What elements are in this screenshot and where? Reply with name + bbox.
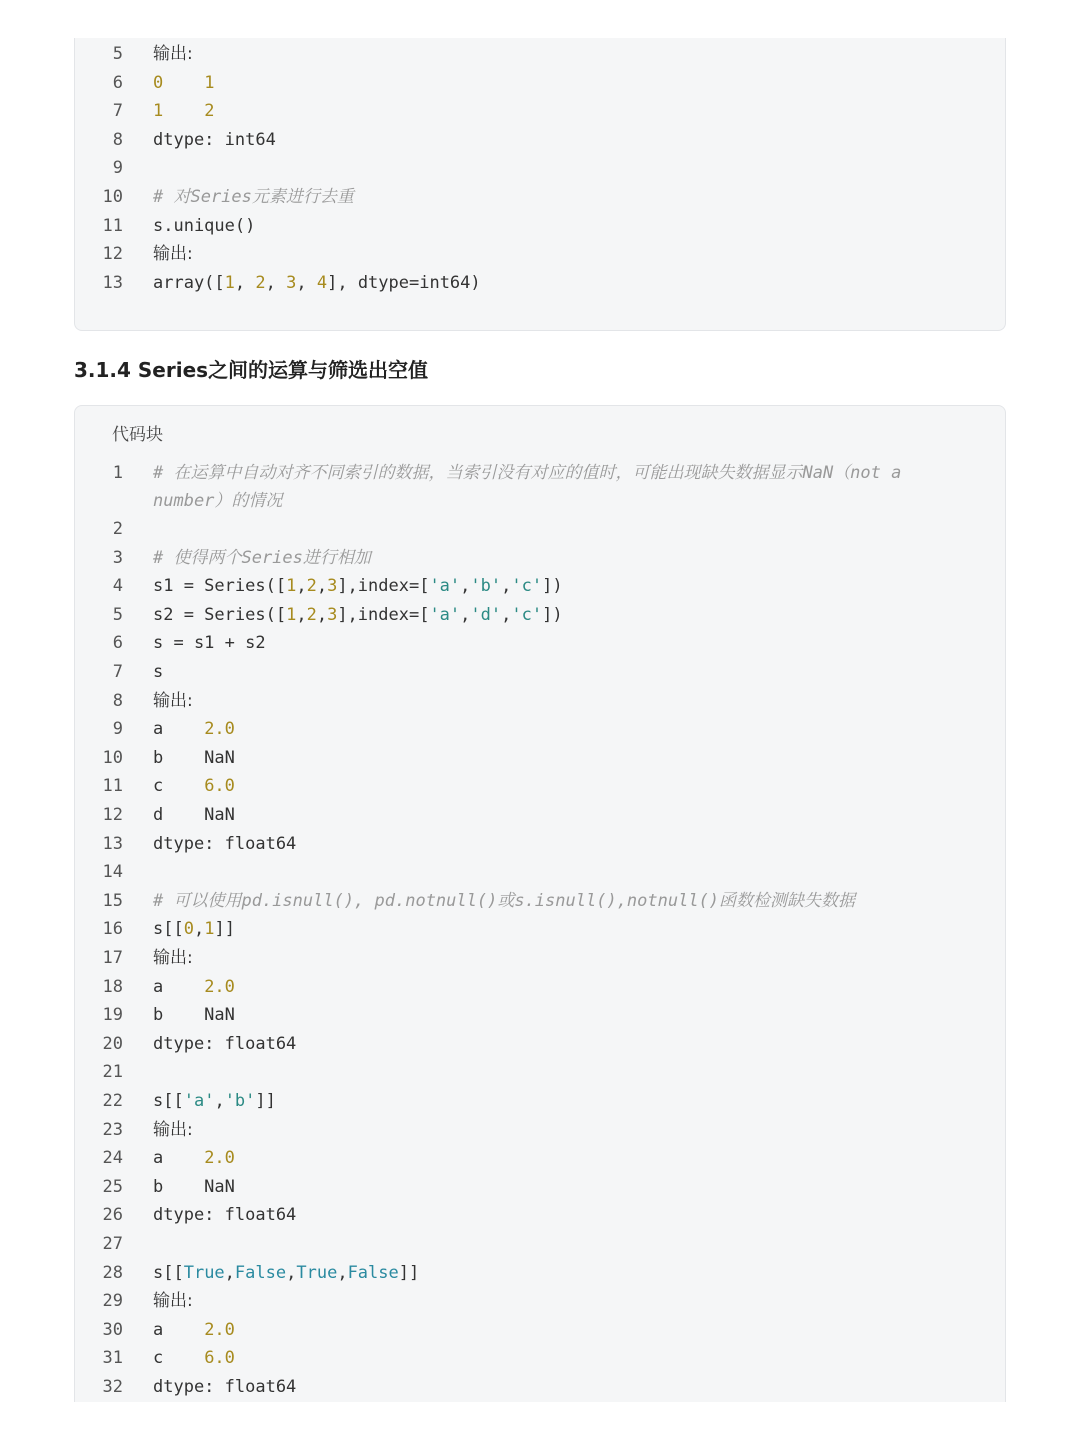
- code-text: [153, 40, 193, 68]
- code-text: [153, 1030, 296, 1058]
- line-number: 22: [102, 1091, 123, 1111]
- code-token: 0: [183, 919, 194, 940]
- code-token: [163, 73, 204, 93]
- code-token: 1: [286, 576, 297, 597]
- code-token: s.unique(): [153, 215, 256, 236]
- code-text: [153, 601, 563, 629]
- line-number: 11: [102, 215, 123, 236]
- code-token: 输出:: [153, 244, 193, 265]
- line-number: 12: [102, 244, 123, 265]
- code-token: 'd': [470, 604, 502, 625]
- code-token: ,: [296, 576, 307, 597]
- code-token: 2.0: [204, 1319, 235, 1340]
- code-token: b NaN: [153, 747, 235, 768]
- code-token: # 使得两个Series进行相加: [153, 547, 371, 568]
- code-token: dtype: float64: [153, 1205, 297, 1226]
- code-token: s: [153, 662, 164, 682]
- code-token: dtype: float64: [153, 833, 297, 854]
- line-number: 14: [102, 862, 123, 883]
- code-text: [153, 1259, 419, 1287]
- line-number: 26: [102, 1205, 123, 1226]
- code-token: 1: [286, 604, 297, 625]
- code-token: 'b': [224, 1091, 256, 1111]
- code-text: [153, 69, 214, 97]
- code-token: ,: [296, 604, 307, 625]
- code-token: b NaN: [153, 1005, 235, 1026]
- code-token: ], dtype=int64): [327, 272, 481, 293]
- code-token: ,: [193, 919, 205, 940]
- line-number: 15: [102, 890, 123, 911]
- line-number: 6: [112, 72, 123, 93]
- line-number: 4: [112, 576, 123, 597]
- code-text: [153, 1087, 276, 1115]
- line-number: 32: [102, 1377, 123, 1397]
- code-token: ]]: [398, 1262, 420, 1283]
- code-token: 2: [306, 604, 317, 625]
- code-token: ,: [234, 272, 256, 293]
- code-token: ],index=[: [337, 604, 430, 625]
- line-number: 13: [102, 272, 123, 293]
- code-token: 'c': [511, 604, 543, 625]
- code-token: 输出:: [153, 44, 193, 64]
- code-text: [153, 944, 193, 972]
- code-text: [153, 1201, 296, 1229]
- line-number: 10: [102, 747, 123, 768]
- section-heading: 3.1.4 Series之间的运算与筛选出空值: [74, 358, 429, 382]
- code-text: [153, 915, 235, 943]
- code-token: 2: [204, 101, 215, 122]
- line-number: 17: [102, 948, 123, 968]
- line-number: 25: [102, 1176, 123, 1197]
- code-text: [153, 830, 296, 858]
- code-token: a: [153, 1148, 205, 1169]
- code-token: array([: [153, 272, 225, 293]
- code-token: s1 = Series([: [153, 576, 287, 597]
- line-number: 12: [102, 805, 123, 825]
- code-text: [153, 1344, 235, 1372]
- code-text: [153, 183, 354, 211]
- line-number: 27: [102, 1234, 123, 1254]
- code-text: [153, 687, 193, 715]
- code-token: d NaN: [153, 805, 235, 825]
- line-number: 31: [102, 1348, 123, 1369]
- line-number: 10: [102, 187, 123, 207]
- code-text: [153, 1001, 235, 1029]
- code-text: [153, 1287, 193, 1315]
- code-token: ,: [501, 576, 512, 597]
- line-number: 8: [112, 690, 123, 711]
- line-number: 5: [112, 44, 123, 64]
- code-text: [153, 1116, 193, 1144]
- line-number: 13: [102, 833, 123, 854]
- code-token: ]]: [255, 1091, 276, 1111]
- code-token: c: [153, 1348, 205, 1369]
- code-text: [153, 459, 953, 515]
- code-token: s[[: [153, 1262, 184, 1283]
- code-token: s = s1 + s2: [153, 633, 266, 654]
- code-token: ,: [214, 1091, 225, 1111]
- code-token: ]): [542, 604, 563, 625]
- line-number: 16: [102, 919, 123, 940]
- line-number: 2: [112, 519, 123, 539]
- code-token: 3: [327, 576, 338, 597]
- code-text: [153, 1144, 235, 1172]
- code-token: 2.0: [204, 719, 235, 740]
- line-number: 23: [102, 1119, 123, 1140]
- code-text: [153, 240, 193, 268]
- code-token: ,: [316, 576, 328, 597]
- line-number: 7: [112, 662, 123, 682]
- code-token: 1: [224, 272, 235, 293]
- code-token: 'a': [183, 1091, 215, 1111]
- code-token: 2: [306, 576, 317, 597]
- code-token: 'b': [470, 576, 502, 597]
- code-text: [153, 544, 371, 572]
- code-token: True: [183, 1262, 225, 1283]
- line-number: 20: [102, 1033, 123, 1054]
- code-token: 'c': [511, 576, 543, 597]
- code-token: 'a': [429, 576, 461, 597]
- code-token: 0: [153, 72, 164, 93]
- code-token: True: [296, 1262, 338, 1283]
- code-token: 2: [255, 272, 266, 293]
- code-text: [153, 973, 235, 1001]
- code-token: 4: [316, 272, 328, 293]
- code-token: ]]: [214, 919, 235, 940]
- code-text: [153, 629, 266, 657]
- code-token: 3: [286, 272, 297, 293]
- code-token: ,: [460, 576, 471, 597]
- code-token: s[[: [153, 1091, 184, 1111]
- line-number: 5: [112, 604, 123, 625]
- code-text: [153, 715, 235, 743]
- code-block-title: 代码块: [112, 425, 163, 445]
- code-token: ]): [542, 576, 563, 597]
- code-token: ,: [296, 272, 317, 293]
- code-token: ,: [286, 1262, 297, 1283]
- line-number: 9: [112, 158, 123, 179]
- code-token: 输出:: [153, 948, 193, 968]
- code-token: dtype: int64: [153, 129, 276, 150]
- line-number: 6: [112, 633, 123, 654]
- code-token: ,: [460, 604, 471, 625]
- code-token: # 在运算中自动对齐不同索引的数据，当索引没有对应的值时，可能出现缺失数据显示NaN（not a number）的情况: [153, 463, 902, 511]
- line-number: 1: [112, 463, 123, 483]
- code-token: b NaN: [153, 1176, 235, 1197]
- code-text: [153, 572, 563, 600]
- line-number: 28: [102, 1262, 123, 1283]
- code-token: 2.0: [204, 976, 235, 997]
- line-number: 19: [102, 1005, 123, 1026]
- line-number: 18: [102, 976, 123, 997]
- code-token: ],index=[: [337, 576, 430, 597]
- code-token: a: [153, 976, 205, 997]
- line-number: 29: [102, 1291, 123, 1312]
- code-token: ,: [337, 1262, 348, 1283]
- code-text: [153, 212, 255, 240]
- code-token: ,: [224, 1262, 235, 1283]
- code-token: 1: [153, 101, 164, 122]
- code-text: [153, 801, 235, 829]
- code-token: 'a': [429, 604, 461, 625]
- code-token: [163, 101, 204, 121]
- code-token: False: [234, 1262, 287, 1283]
- code-token: False: [347, 1262, 399, 1283]
- code-token: 输出:: [153, 690, 193, 711]
- code-token: dtype: float64: [153, 1377, 297, 1397]
- code-token: dtype: float64: [153, 1033, 297, 1054]
- code-token: 2.0: [204, 1148, 235, 1169]
- code-text: [153, 887, 855, 915]
- code-text: [153, 1173, 235, 1201]
- code-token: 1: [204, 919, 215, 940]
- code-text: [153, 744, 235, 772]
- code-block-2: [74, 405, 1006, 1402]
- code-token: 3: [327, 604, 338, 625]
- code-token: ,: [501, 604, 512, 625]
- code-token: a: [153, 1319, 205, 1340]
- code-token: 6.0: [204, 776, 235, 797]
- code-text: [153, 658, 163, 686]
- code-token: c: [153, 776, 205, 797]
- line-number: 3: [112, 547, 123, 568]
- code-token: 6.0: [204, 1348, 235, 1369]
- code-token: 输出:: [153, 1119, 193, 1140]
- code-token: 1: [204, 72, 215, 93]
- code-text: [153, 97, 214, 125]
- code-token: # 可以使用pd.isnull(), pd.notnull()或s.isnull(),notnull()函数检测缺失数据: [153, 890, 856, 911]
- code-token: ,: [316, 604, 328, 625]
- line-number: 30: [102, 1319, 123, 1340]
- code-token: ,: [265, 272, 287, 293]
- code-token: s2 = Series([: [153, 604, 287, 625]
- code-token: a: [153, 719, 205, 740]
- code-text: [153, 269, 481, 297]
- code-text: [153, 1373, 296, 1401]
- line-number: 11: [102, 776, 123, 797]
- code-token: # 对Series元素进行去重: [153, 187, 354, 207]
- line-number: 9: [112, 719, 123, 740]
- line-number: 7: [112, 101, 123, 122]
- line-number: 24: [102, 1148, 123, 1169]
- code-text: [153, 1316, 235, 1344]
- code-text: [153, 772, 235, 800]
- line-number: 8: [112, 129, 123, 150]
- line-number: 21: [102, 1062, 123, 1083]
- code-token: s[[: [153, 919, 184, 940]
- code-text: [153, 126, 276, 154]
- code-token: 输出:: [153, 1291, 193, 1312]
- code-block-1: [74, 38, 1006, 331]
